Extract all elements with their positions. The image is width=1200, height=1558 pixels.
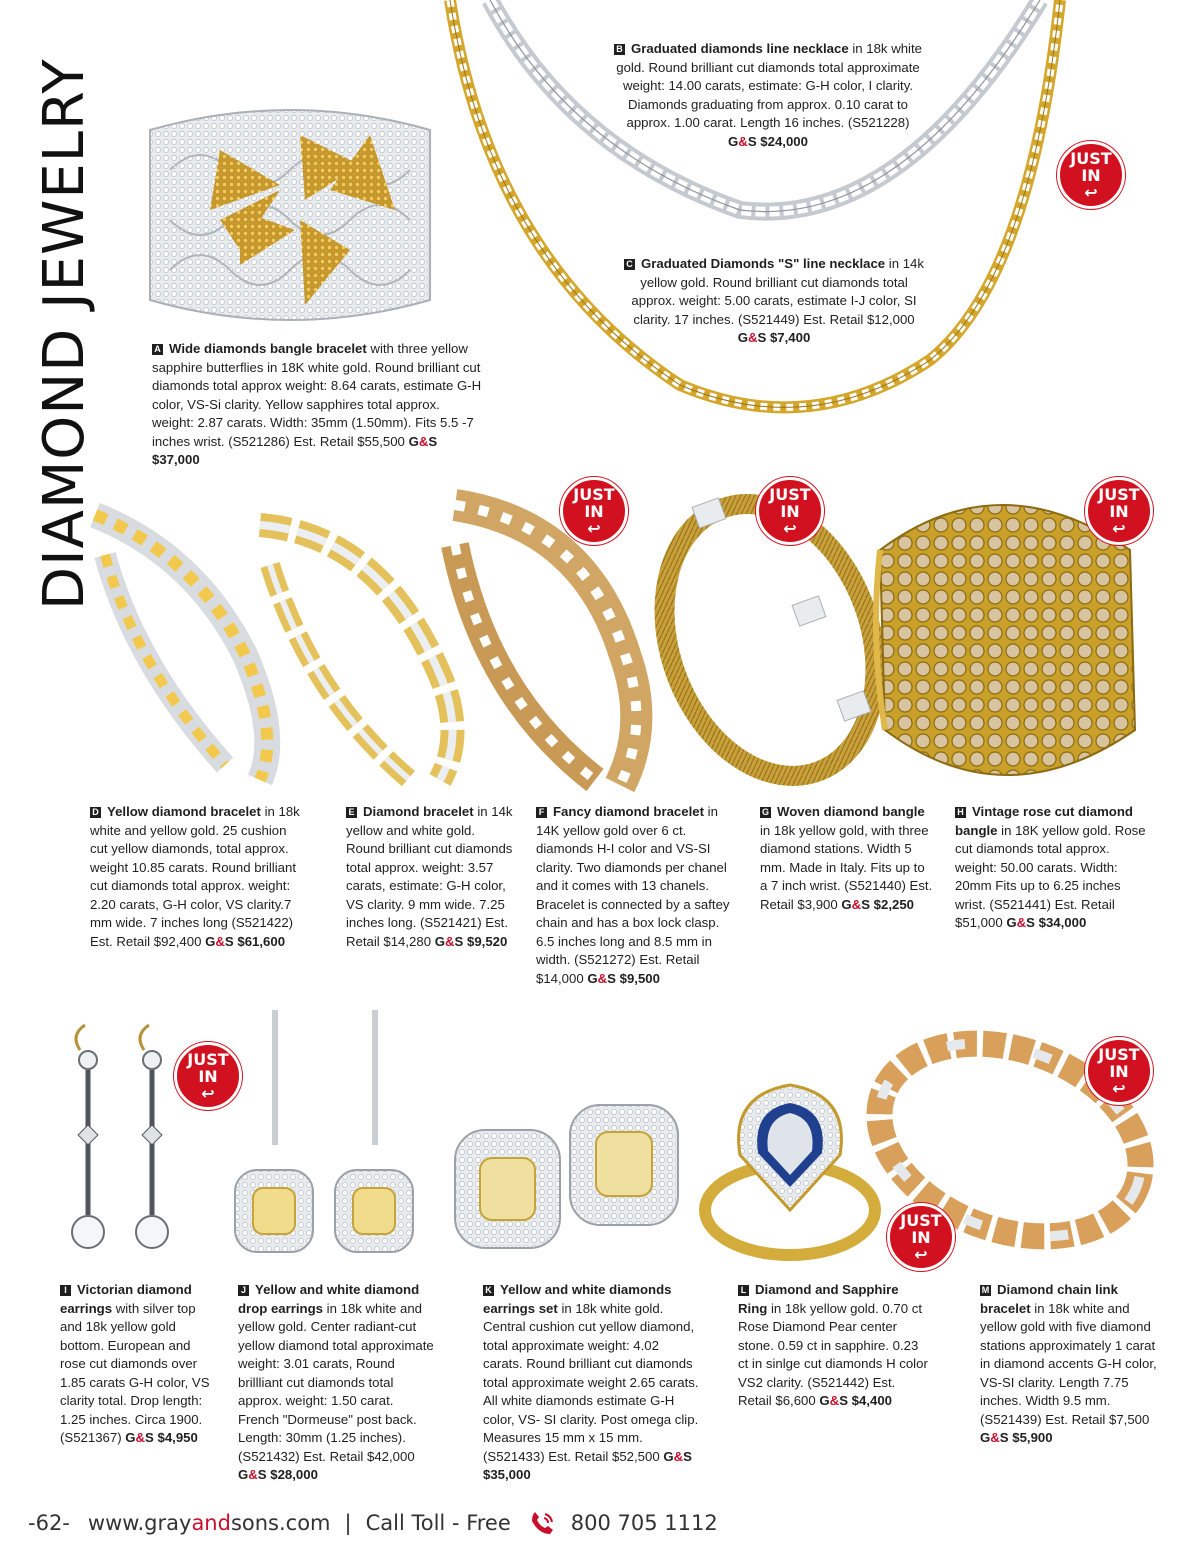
item-e-name: Diamond bracelet: [363, 804, 474, 819]
woven-bangle-image: [640, 490, 885, 795]
item-e-description: E Diamond bracelet in 14k yellow and white gold. Round brilliant cut diamonds total approx. weight: 3.57 carats, estimate: G-H color, VS clarity. 9 mm wide. 7.25 inches long. (S521421) Est. Retail $14,280 G&S $9,520: [346, 804, 513, 949]
item-d-description: D Yellow diamond bracelet in 18k white and yellow gold. 25 cushion cut yellow diamonds, total approx. weight 10.85 carats. Round brilliant cut diamonds total approx. weight: 2.20 carats, G-H color, VS clarity.7 mm wide. 7 inches long (S521422) Est. Retail $92,400 G&S $61,600: [90, 804, 300, 949]
item-m-name: Diamond chain link bracelet: [980, 1282, 1118, 1316]
item-h-price: G&S $34,000: [1006, 915, 1087, 930]
item-i-description: I Victorian diamond earrings with silver top and 18k yellow gold bottom. European and rose cut diamonds over 1.85 carats G-H color, VS clarity total. Drop length: 1.25 inches. Circa 1900. (S521367) G&S $4,950: [60, 1282, 210, 1445]
item-a-description: A Wide diamonds bangle bracelet with three yellow sapphire butterflies in 18K white gold. Round brilliant cut diamonds total approx weight: 8.64 carats, estimate G-H color, VS-Si clarity. Yellow sapphires total approx. weight: 2.87 carats. Width: 35mm (1.50mm). Fits 5.5 -7 inches wrist. (S521286) Est. Retail $55,500 G&S $37,000: [152, 341, 482, 467]
victorian-earrings-image: [60, 1020, 190, 1260]
item-k-name: Yellow and white diamonds earrings set: [483, 1282, 672, 1316]
website-link[interactable]: www.grayandsons.com: [87, 1511, 331, 1535]
item-c-price: G&S $7,400: [737, 330, 811, 345]
item-k-description: K Yellow and white diamonds earrings set in 18k white gold. Central cushion cut yellow diamond, total approximate weight: 4.02 carats. Round brilliant cut diamonds total approximate weight 2.65 carats. All white diamonds estimate G-H color, VS- SI clarity. Post omega clip. Measures 15 mm x 15 mm. (S521433) Est. Retail $52,500 G&S $35,000: [483, 1282, 699, 1482]
item-a-name: Wide diamonds bangle bracelet: [169, 341, 367, 356]
item-g-name: Woven diamond bangle: [777, 804, 925, 819]
item-c-name: Graduated Diamonds "S" line necklace: [641, 256, 886, 271]
phone-number[interactable]: 800 705 1112: [570, 1511, 718, 1535]
just-in-badge: JUST IN ↩: [756, 477, 824, 545]
page-number: -62-: [28, 1511, 70, 1535]
item-f-description: F Fancy diamond bracelet in 14K yellow gold over 6 ct. diamonds H-I color and VS-SI clarity. Two diamonds per chanel and it comes with 13 chanels. Bracelet is connected by a saftey chain and has a box lock clasp. 6.5 inches long and 8.5 mm in width. (S521272) Est. Retail $14,000 G&S $9,500: [536, 804, 730, 986]
just-in-badge: JUST IN ↩: [887, 1203, 955, 1271]
just-in-badge: JUST IN ↩: [174, 1042, 242, 1110]
item-d-price: G&S $61,600: [205, 933, 286, 949]
item-c-description: C Graduated Diamonds "S" line necklace in 14k yellow gold. Round brilliant cut diamonds total approx. weight: 5.00 carats, estimate I-J color, SI clarity. 17 inches. (S521449) Est. Retail $12,000 G&S $7,400: [620, 255, 928, 348]
section-title: DIAMOND JEWELRY: [32, 58, 97, 610]
item-f-name: Fancy diamond bracelet: [553, 804, 704, 819]
item-h-description: H Vintage rose cut diamond bangle in 18K yellow gold. Rose cut diamonds total approx. weight: 50.00 carats. Width: 20mm Fits up to 6.25 inches wrist. (S521441) Est. Retail $51,000 G&S $34,000: [955, 804, 1146, 930]
item-d-name: Yellow diamond bracelet: [107, 804, 261, 819]
item-l-name: Diamond and Sapphire Ring: [738, 1282, 899, 1316]
just-in-badge: JUST IN ↩: [560, 477, 628, 545]
earrings-set-image: [450, 1100, 690, 1260]
item-m-price: G&S $5,900: [980, 1430, 1053, 1445]
item-i-price: G&S $4,950: [125, 1430, 198, 1445]
item-l-description: L Diamond and Sapphire Ring in 18k yellow gold. 0.70 ct Rose Diamond Pear center stone. 0.59 ct in sapphire. 0.23 ct in sinlge cut diamonds H color VS2 clarity. (S521442) Est. Retail $6,600 G&S $4,400: [738, 1282, 928, 1408]
item-k-price: G&S $35,000: [483, 1448, 692, 1482]
item-l-price: G&S $4,400: [819, 1393, 892, 1408]
item-f-price: G&S $9,500: [587, 970, 660, 986]
item-b-name: Graduated diamonds line necklace: [631, 41, 849, 56]
item-m-description: M Diamond chain link bracelet in 18k white and yellow gold with five diamond stations approximately 1 carat in diamond accents G-H color, VS-SI clarity. Length 7.75 inches. Width 9.5 mm. (S521439) Est. Retail $7,500 G&S $5,900: [980, 1282, 1157, 1445]
just-in-badge: JUST IN ↩: [1085, 477, 1153, 545]
item-i-name: Victorian diamond earrings: [60, 1282, 192, 1316]
phone-icon: [527, 1508, 557, 1538]
item-h-name: Vintage rose cut diamond bangle: [955, 804, 1133, 838]
just-in-badge: JUST IN ↩: [1057, 141, 1125, 209]
item-j-name: Yellow and white diamond drop earrings: [238, 1282, 420, 1316]
just-in-badge: JUST IN ↩: [1085, 1037, 1153, 1105]
bangle-bracelet-image: [130, 90, 450, 340]
item-e-price: G&S $9,520: [434, 933, 508, 949]
item-g-price: G&S $2,250: [841, 896, 914, 912]
call-label: Call Toll - Free: [365, 1511, 511, 1535]
item-b-price: G&S $24,000: [728, 133, 808, 149]
item-j-description: J Yellow and white diamond drop earrings in 18k white and yellow gold. Center radiant-cut yellow diamond total approximate weight: 3.01 carats, Round brillliant cut diamonds total approx. weight: 1.50 carat. French "Dormeuse" post back. Length: 30mm (1.25 inches). (S521432) Est. Retail $42,000 G&S $28,000: [238, 1282, 434, 1482]
item-b-description: B Graduated diamonds line necklace in 18k white gold. Round brilliant cut diamonds total approximate weight: 14.00 carats, estimate: G-H color, I clarity. Diamonds graduating from approx. 0.10 carat to approx. 1.00 carat. Length 16 inches. (S521228) G&S $24,000: [612, 40, 924, 151]
item-j-price: G&S $28,000: [238, 1467, 318, 1482]
item-a-price: G&S $37,000: [152, 433, 438, 467]
item-g-description: G Woven diamond bangle in 18k yellow gold, with three diamond stations. Width 5 mm. Made in Italy. Fits up to a 7 inch wrist. (S521440) Est. Retail $3,900 G&S $2,250: [760, 804, 933, 912]
fancy-diamond-bracelet-image: [425, 485, 665, 795]
drop-earrings-image: [225, 1005, 425, 1265]
footer: [28, 1508, 718, 1538]
footer-separator: |: [344, 1511, 352, 1535]
